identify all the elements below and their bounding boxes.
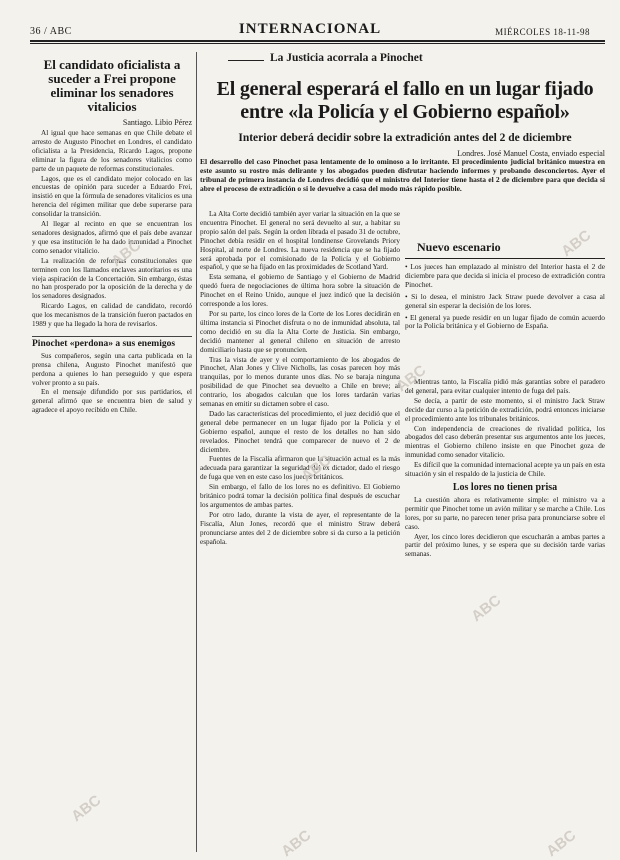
paragraph: Sin embargo, el fallo de los lores no es definitivo. El Gobierno británico podrá tomar la decisión política final después de escuchar los argumentos de ambas partes. <box>200 483 400 509</box>
paragraph: Lagos, que es el candidato mejor colocado en las encuestas de opinión para suceder a Eduardo Frei, insistió en que la fórmula de senadores vitalicios es una herencia del régimen militar que debe superarse para consolidar la transición. <box>32 174 192 219</box>
article-kicker: La Justicia acorrala a Pinochet <box>270 52 423 64</box>
header-rule-thin <box>30 43 605 44</box>
paragraph: En el mensaje difundido por sus partidarios, el general afirmó que se encuentra bien de salud y agradece el apoyo recibido en Chile. <box>32 388 192 415</box>
watermark: ABC <box>558 226 595 261</box>
paragraph: Al llegar al recinto en que se encuentran los senadores designados, afirmó que el país debe avanzar y que esa institución le ha dado inmunidad a Pinochet como senador vitalicio. <box>32 220 192 255</box>
sidebar-article <box>32 52 192 852</box>
list-item: • Los jueces han emplazado al ministro del Interior hasta el 2 de diciembre para que decida si inicia el proceso de extradición contra Pinochet. <box>405 262 605 289</box>
sidebar-body <box>32 129 192 415</box>
kicker-rule <box>228 60 264 61</box>
article-lead: El desarrollo del caso Pinochet pasa lentamente de lo ominoso a lo irritante. El procedimiento judicial británico muestra en este asunto su rostro más delirante y los abogados pueden disfrutar haciendo informes y probando desconciertos. Ayer el tribunal de primera instancia de Londres decidió que el ministro del Interior tiene hasta el 2 de diciembre para que decida si abre el proceso de extradición o si le devuelve a casa del modo más rápido posible. <box>200 157 605 193</box>
article-subhead: Interior deberá decidir sobre la extradición antes del 2 de diciembre <box>238 132 572 144</box>
paragraph: Ricardo Lagos, en calidad de candidato, recordó que los mecanismos de la transición fueron pactados en 1989 y que ha llegado la hora de revisarlos. <box>32 302 192 329</box>
info-box <box>405 240 605 360</box>
page-number: 36 / ABC <box>30 26 72 37</box>
paragraph: Se decía, a partir de este momento, si el ministro Jack Straw decide dar curso a la petición de extradición, podrá entonces iniciarse el procedimiento ante los tribunales británicos. <box>405 396 605 423</box>
watermark: ABC <box>278 826 315 860</box>
paragraph: Esta semana, el gobierno de Santiago y el Gobierno de Madrid quedó fuera de negociaciones de última hora sobre la situación de Pinochet en el Reino Unido, aunque el juez indicó que la decisión corresponde a los lores. <box>200 273 400 309</box>
info-box-title: Nuevo escenario <box>405 240 605 259</box>
paragraph: Al igual que hace semanas en que Chile debate el arresto de Augusto Pinochet en Londres, el candidato oficialista a la Presidencia, Ricardo Lagos, propone eliminar la figura de los senadores vitalicios como parte de un paquete de reformas constitucionales. <box>32 129 192 173</box>
paragraph: Por otro lado, durante la vista de ayer, el representante de la Fiscalía, Alun Jones, recordó que el ministro Straw deberá pronunciarse antes del 2 de diciembre sobre si da curso a la petición española. <box>200 510 400 546</box>
article-byline: Londres. José Manuel Costa, enviado especial <box>457 149 605 158</box>
paragraph: Con independencia de creaciones de rivalidad política, los abogados del caso deberán presentar sus argumentos ante los jueces, mientras el Gobierno chileno insiste en que Pinochet goza de inmunidad como senador vitalicio. <box>405 424 605 460</box>
column-divider <box>196 52 197 852</box>
page-header <box>0 0 620 50</box>
paragraph: Sus compañeros, según una carta publicada en la prensa chilena, Augusto Pinochet manifestó que perdona a quienes lo han perseguido y que espera volver pronto a su país. <box>32 351 192 387</box>
list-item: • El general ya puede residir en un lugar fijado de común acuerdo por la Policía británica y el Gobierno de España. <box>405 312 605 331</box>
list-item: • Si lo desea, el ministro Jack Straw puede devolver a casa al general sin esperar la decisión de los lores. <box>405 291 605 310</box>
header-rule <box>30 40 605 42</box>
watermark: ABC <box>108 236 145 271</box>
info-box-list <box>405 263 605 331</box>
sidebar-headline: El candidato oficialista a suceder a Frei propone eliminar los senadores vitalicios <box>43 57 181 114</box>
watermark: ABC <box>68 791 105 826</box>
issue-date: MIÉRCOLES 18-11-98 <box>495 27 590 37</box>
paragraph: La cuestión ahora es relativamente simple: el ministro va a permitir que Pinochet tome un avión militar y se marche a Chile. Los lores, por su parte, no parecen tener prisa para pronunciarse sobre el caso. <box>405 495 605 531</box>
article-column-2 <box>405 378 605 856</box>
watermark: ABC <box>393 361 430 396</box>
sidebar-subtitle: Pinochet «perdona» a sus enemigos <box>32 336 192 349</box>
paragraph: Tras la vista de ayer y el comportamiento de los abogados de Pinochet, Alan Jones y Clive Nicholls, las cosas parecen hoy más tranquilas, por lo menos durante unos días. No se baraja ninguna posibilidad de que Pinochet sea devuelto a Chile en breve; al contrario, los abogados calculan que los lores tardarán varias semanas en emitir su dictamen sobre el caso. <box>200 355 400 409</box>
column-subtitle: Los lores no tienen prisa <box>452 481 558 493</box>
paragraph: Ayer, los cinco lores decidieron que escucharán a ambas partes a partir del próximo lunes, y se espera que su decisión tarde varias semanas. <box>405 532 605 559</box>
article-column-1 <box>200 210 400 855</box>
watermark: ABC <box>468 591 505 626</box>
paragraph: La Alta Corte decidió también ayer variar la situación en la que se encuentra Pinochet. El general no será devuelto al sur, a habitar su propio salón del país. Según la orden librada el pasado 31 de octubre, Pinochet debía residir en el hospital londinense Grovelands Priory Hospital, al norte de Londres. La nueva residencia que se ha fijado será aprobada por el comisionado de la Policía y el Gobierno español, y que se ha fijado en las proximidades de Scotland Yard. <box>200 210 400 272</box>
paragraph: Dado las características del procedimiento, el juez decidió que el general debe permanecer en un lugar fijado por la Policía y el Gobierno español, aunque el resto de los detalles no han sido revelados. Pinochet tendrá que comparecer de nuevo el 2 de diciembre. <box>200 409 400 454</box>
paragraph: Por su parte, los cinco lores de la Corte de los Lores decidirán en última instancia si Pinochet disfruta o no de inmunidad absoluta, tal como decidió en su día la Alta Corte de Justicia. Sin embargo, decidió mantener al general chileno en situación de arresto domiciliario hasta que se pronuncien. <box>200 309 400 354</box>
paragraph: Fuentes de la Fiscalía afirmaron que la situación actual es la más adecuada para garantizar la seguridad del ex dictador, dado el riesgo de fuga que ven en este caso los jueces británicos. <box>200 455 400 482</box>
paragraph: Mientras tanto, la Fiscalía pidió más garantías sobre el paradero del general, para evitar cualquier intento de fuga del país. <box>405 378 605 395</box>
paragraph: Es difícil que la comunidad internacional acepte ya un país en esta situación y sin el respaldo de la justicia de Chile. <box>405 461 605 479</box>
article-headline: El general esperará el fallo en un lugar fijado entre «la Policía y el Gobierno español» <box>216 78 594 123</box>
paragraph: La realización de reformas constitucionales que terminen con los llamados enclaves autoritarios es una vieja aspiración de la Concertación. Sin embargo, éstas no han prosperado por la oposición de la derecha y de los senadores designados. <box>32 256 192 301</box>
section-title: INTERNACIONAL <box>238 21 382 37</box>
sidebar-byline: Santiago. Libio Pérez <box>122 118 192 127</box>
watermark: ABC <box>298 451 335 486</box>
watermark: ABC <box>543 826 580 860</box>
